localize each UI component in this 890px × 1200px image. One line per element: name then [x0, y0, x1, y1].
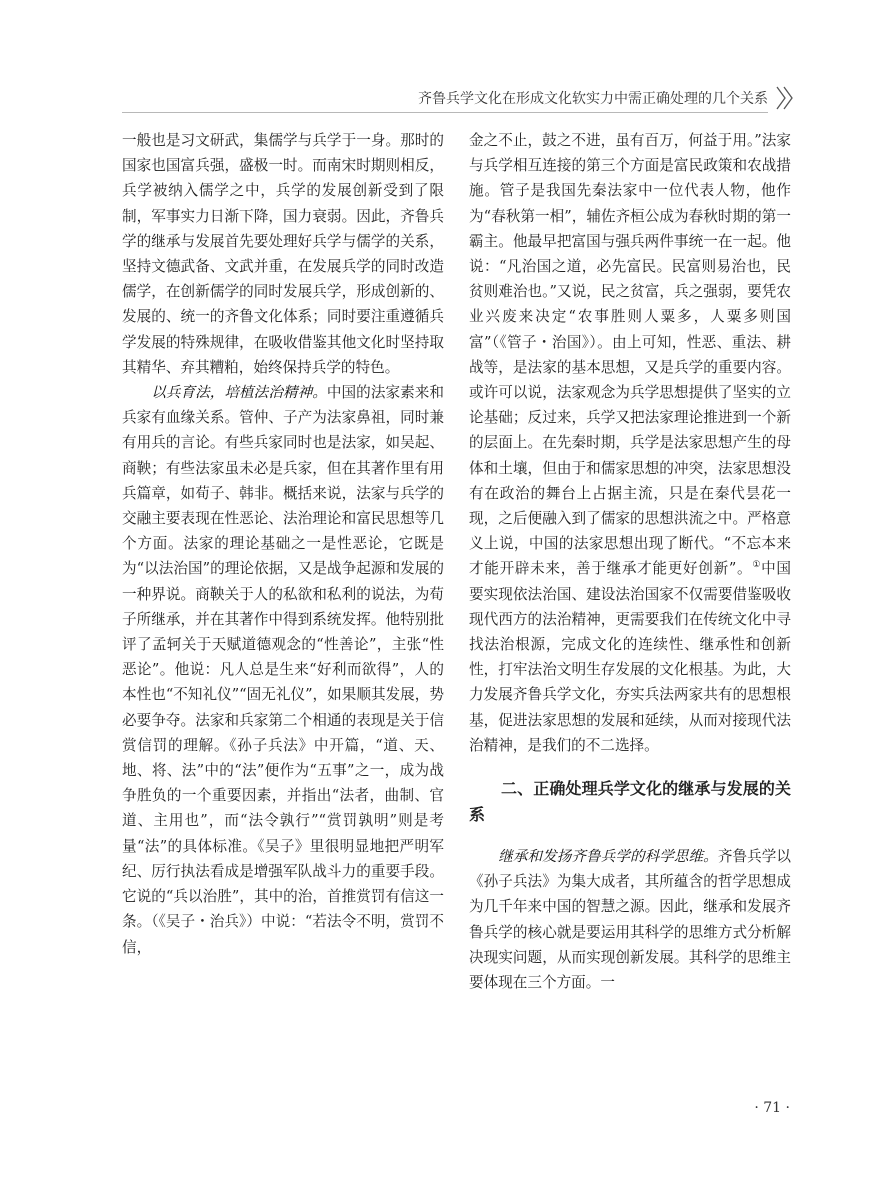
right-paragraph-1-b: 中国要实现依法治国、建设法治国家不仅需要借鉴吸收现代西方的法治精神，更需要我们在传统文化中寻找法治根源，完成文化的连续性、继承性和创新性，打牢法治文明生存发展的文化根基。为此，大力发展齐鲁兵学文化，夯实兵法两家共有的思想根基，促进法家思想的发展和延续，从而对接现代法治精神，是我们的不二选择。: [469, 560, 791, 754]
right-paragraph-2-lead: 继承和发扬齐鲁兵学的科学思维。: [498, 848, 718, 866]
left-paragraph-2-body: 中国的法家素来和兵家有血缘关系。管仲、子产为法家鼻祖，同时兼有用兵的言论。有些兵家同时也是法家，如吴起、商鞅；有些法家虽未必是兵家，但在其著作里有用兵篇章，如荀子、韩非。概括来说，法家与兵学的交融主要表现在性恶论、法治理论和富民思想等几个方面。法家的理论基础之一是性恶论，它既是为“以法治国”的理论依据，又是战争起源和发展的一种界说。商鞅关于人的私欲和私利的说法，为荀子所继承，并在其著作中得到系统发挥。他特别批评了孟轲关于天赋道德观念的“性善论”，主张“性恶论”。他说：凡人总是生来“好利而欲得”，人的本性也“不知礼仪”“固无礼仪”，如果顺其发展，势必要争夺。法家和兵家第二个相通的表现是关于信赏信罚的理解。《孙子兵法》中开篇，“道、天、地、将、法”中的“法”便作为“五事”之一，成为战争胜负的一个重要因素，并指出“法者，曲制、官道、主用也”，而“法令孰行”“赏罚孰明”则是考量“法”的具体标准。《吴子》里很明显地把严明军纪、厉行执法看成是增强军队战斗力的重要手段。它说的“兵以治胜”，其中的治，首推赏罚有信这一条。（《吴子・治兵》）中说：“若法令不明，赏罚不信，: [122, 384, 444, 956]
right-paragraph-2-body: 齐鲁兵学以《孙子兵法》为集大成者，其所蕴含的哲学思想成为几千年来中国的智慧之源。因此，继承和发展齐鲁兵学的核心就是要运用其科学的思维方式分析解决现实问题，从而实现创新发展。其科学的思维主要体现在三个方面。一: [469, 848, 791, 992]
left-column: [122, 128, 444, 960]
right-paragraph-2: [469, 844, 791, 995]
running-header-title: 齐鲁兵学文化在形成文化软实力中需正确处理的几个关系: [418, 91, 768, 107]
right-column: [469, 128, 791, 995]
left-paragraph-2: [122, 380, 444, 960]
header-rule: [122, 112, 768, 113]
page-number: · 71 ·: [754, 1100, 790, 1116]
running-header: [0, 78, 890, 118]
left-paragraph-2-lead: 以兵育法，培植法治精神。: [151, 384, 327, 402]
section-heading: 二、正确处理兵学文化的继承与发展的关系: [469, 779, 791, 825]
double-chevron-right-icon: [774, 84, 796, 112]
right-paragraph-1: [469, 128, 791, 758]
footnote-marker: ①: [752, 560, 762, 571]
right-paragraph-1-a: 金之不止，鼓之不进，虽有百万，何益于用。”法家与兵学相互连接的第三个方面是富民政策和农战措施。管子是我国先秦法家中一位代表人物，他作为“春秋第一相”，辅佐齐桓公成为春秋时期的第一霸主。他最早把富国与强兵两件事统一在一起。他说：“凡治国之道，必先富民。民富则易治也，民贫则难治也。”又说，民之贫富，兵之强弱，要凭农业兴废来决定“农事胜则人粟多，人粟多则国富”（《管子・治国》）。由上可知，性恶、重法、耕战等，是法家的基本思想，又是兵学的重要内容。或许可以说，法家观念为兵学思想提供了坚实的立论基础；反过来，兵学又把法家理论推进到一个新的层面上。在先秦时期，兵学是法家思想产生的母体和土壤，但由于和儒家思想的冲突，法家思想没有在政治的舞台上占据主流，只是在秦代昙花一现，之后便融入到了儒家的思想洪流之中。严格意义上说，中国的法家思想出现了断代。“不忘本来才能开辟未来，善于继承才能更好创新”。: [469, 132, 791, 578]
left-paragraph-1: 一般也是习文研武，集儒学与兵学于一身。那时的国家也国富兵强，盛极一时。而南宋时期则相反，兵学被纳入儒学之中，兵学的发展创新受到了限制，军事实力日渐下降，国力衰弱。因此，齐鲁兵学的继承与发展首先要处理好兵学与儒学的关系，坚持文德武备、文武并重，在发展兵学的同时改造儒学，在创新儒学的同时发展兵学，形成创新的、发展的、统一的齐鲁文化体系；同时要注重遵循兵学发展的特殊规律，在吸收借鉴其他文化时坚持取其精华、弃其糟粕，始终保持兵学的特色。: [122, 132, 444, 376]
